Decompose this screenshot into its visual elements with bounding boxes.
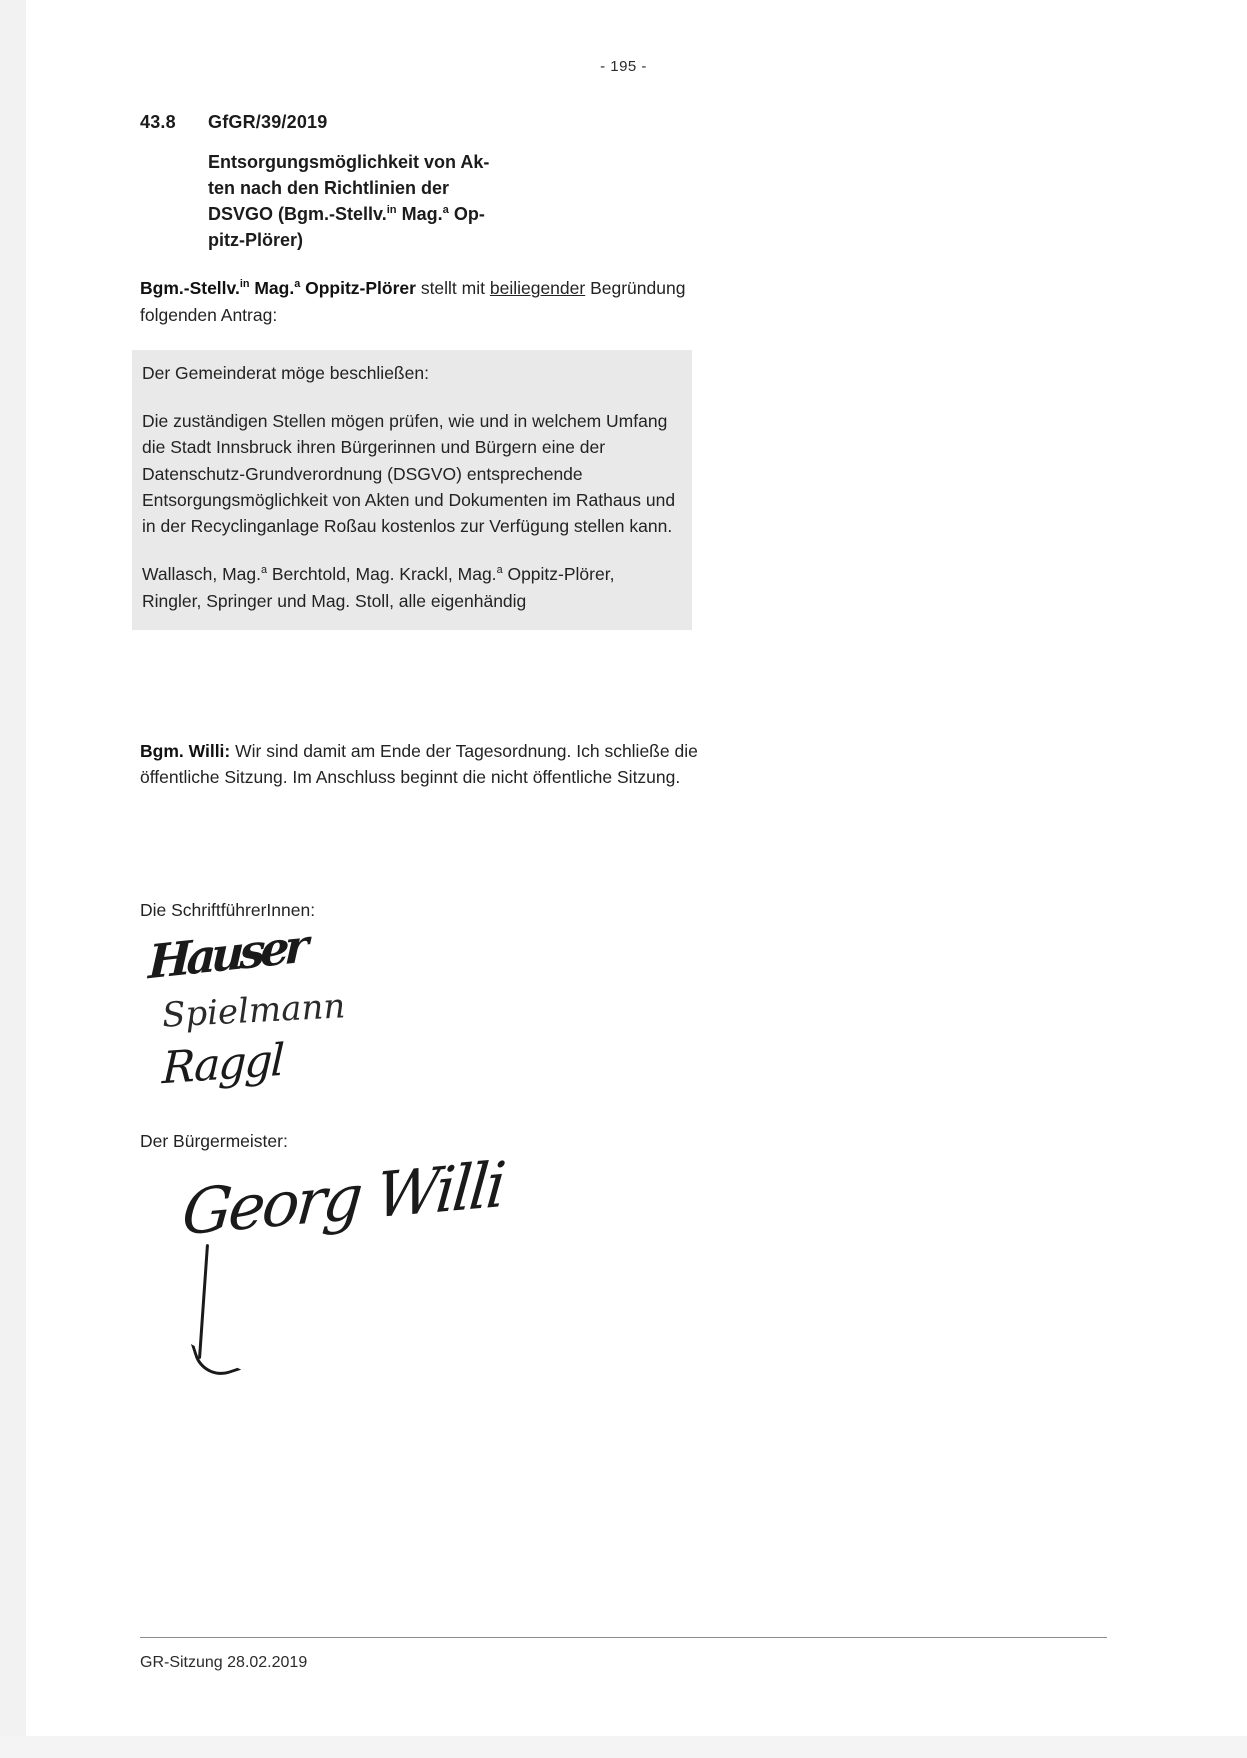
agenda-item-number: 43.8 [140, 112, 176, 132]
document-body [140, 112, 700, 1367]
motion-signatories: Wallasch, Mag.$^a$ Berchtold, Mag. Krackl, Mag.$^a$ Oppitz-Plörer, Ringler, Springer und Mag. Stoll, alle eigenhändig [142, 564, 615, 611]
signature-spielmann: Spielmann [161, 986, 347, 1037]
motion-lead: Der Gemeinderat möge beschließen: [142, 362, 429, 383]
superscript-a-4: a [496, 564, 503, 577]
superscript-a: a [442, 204, 449, 217]
signature-raggl: Raggl [161, 1035, 284, 1095]
superscript-a-2: a [294, 278, 301, 291]
agenda-title-line-4: pitz-Plörer) [208, 230, 304, 251]
mayor-label: Der Bürgermeister: [140, 1131, 288, 1152]
agenda-title-line-1: Entsorgungsmöglichkeit von Ak- [208, 152, 490, 172]
superscript-in: in [386, 204, 397, 217]
scan-edge-bottom [0, 1736, 1247, 1758]
scan-edge-left [0, 0, 26, 1758]
mayor-signature-area [140, 1147, 700, 1367]
recorders-label: Die SchriftführerInnen: [140, 900, 316, 921]
agenda-item-code: GfGR/39/2019 [208, 112, 328, 132]
motion-shaded-block [132, 350, 692, 630]
footer-text: GR-Sitzung 28.02.2019 [140, 1654, 308, 1671]
footer-divider [140, 1637, 1107, 1638]
page-number: - 195 - [600, 58, 647, 75]
closing-text: Wir sind damit am Ende der Tagesordnung. Ich schließe die öffentliche Sitzung. Im Anschluss beginnt die nicht öffentliche Sitzung. [140, 740, 698, 788]
recorder-signatures [140, 918, 700, 1131]
closing-statement [140, 738, 700, 791]
closing-speaker: Bgm. Willi: [140, 740, 231, 761]
signature-mayor: Georg Willi [179, 1147, 507, 1250]
signature-hauser: Hauser [147, 918, 305, 990]
agenda-item-title: Entsorgungsmöglichkeit von Ak- ten nach den Richtlinien der DSVGO (Bgm.-Stellv.$^{in}$ Mag.$^a$ Op- pitz-Plörer) [208, 152, 490, 251]
agenda-title-line-2: ten nach den Richtlinien der [208, 178, 450, 199]
superscript-a-3: a [260, 564, 268, 577]
motion-body: Die zuständigen Stellen mögen prüfen, wie und in welchem Umfang die Stadt Innsbruck ihren Bürgerinnen und Bürgern eine der Datenschutz-Grundverordnung (DSGVO) entsprechende Entsorgungsmöglichkeit von Akten und Dokumenten im Rathaus und in der Recyclinganlage Roßau kostenlos zur Verfügung stellen kann. [142, 411, 676, 537]
superscript-in-2: in [239, 278, 250, 291]
intro-underlined: beiliegender [489, 278, 586, 299]
motion-intro: Bgm.-Stellv.$^{in}$ Mag.$^a$ Oppitz-Plörer stellt mit beiliegender Begründung folgenden Antrag: [140, 278, 686, 325]
agenda-item-heading [140, 112, 700, 133]
